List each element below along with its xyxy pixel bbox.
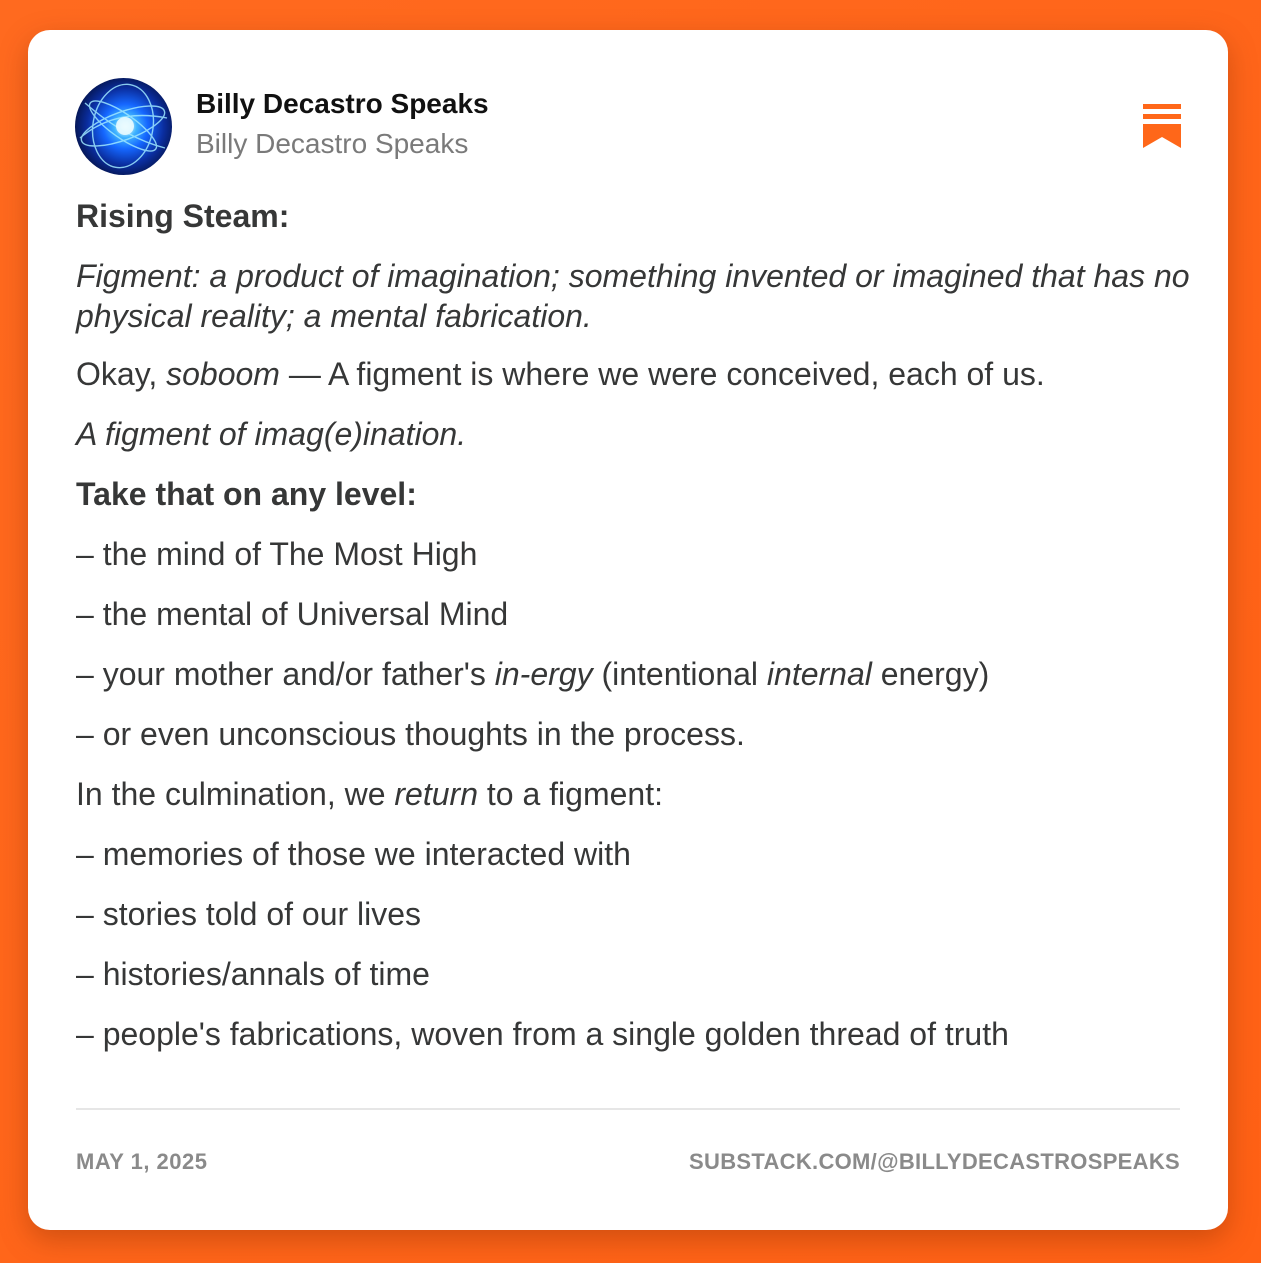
culmination-emphasis: return [394, 776, 478, 812]
list-item: – people's fabrications, woven from a single golden thread of truth [76, 1016, 1009, 1052]
glowing-orb-avatar-icon [75, 78, 172, 175]
author-avatar[interactable] [75, 78, 172, 175]
energy-emphasis: in-ergy [494, 656, 593, 692]
list-item: – memories of those we interacted with [76, 836, 631, 872]
figment-line: A figment of imag(e)ination. [76, 416, 467, 452]
list-item: – or even unconscious thoughts in the process. [76, 716, 745, 752]
post-date: MAY 1, 2025 [76, 1149, 208, 1174]
substack-url-link[interactable]: SUBSTACK.COM/@BILLYDECASTROSPEAKS [689, 1149, 1180, 1174]
energy-part: energy) [871, 656, 990, 692]
culmination-prefix: In the culmination, we [76, 776, 395, 812]
okay-prefix: Okay, [76, 356, 167, 392]
post-card [28, 30, 1228, 1230]
okay-line [76, 354, 1196, 394]
energy-emphasis: internal [766, 656, 872, 692]
substack-logo-icon[interactable] [1143, 104, 1181, 148]
list-item: – the mental of Universal Mind [76, 596, 509, 632]
definition-text: Figment: a product of imagination; something invented or imagined that has no physical reality; a mental fabrication. [76, 258, 1190, 334]
post-body [76, 196, 1196, 1074]
publication-name[interactable]: Billy Decastro Speaks [196, 128, 469, 159]
post-heading: Rising Steam: [76, 198, 290, 234]
okay-suffix: — A figment is where we were conceived, each of us. [279, 356, 1045, 392]
energy-part: – your mother and/or father's [76, 656, 495, 692]
footer-divider [76, 1108, 1180, 1110]
list-item: – the mind of The Most High [76, 536, 478, 572]
list-item: – histories/annals of time [76, 956, 430, 992]
culmination-suffix: to a figment: [477, 776, 663, 812]
list-item: – stories told of our lives [76, 896, 422, 932]
energy-part: (intentional [592, 656, 767, 692]
okay-emphasis: soboom [166, 356, 280, 392]
list-item-energy [76, 654, 1196, 694]
level-heading: Take that on any level: [76, 476, 417, 512]
author-name[interactable]: Billy Decastro Speaks [196, 88, 489, 119]
culmination-line [76, 774, 1196, 814]
